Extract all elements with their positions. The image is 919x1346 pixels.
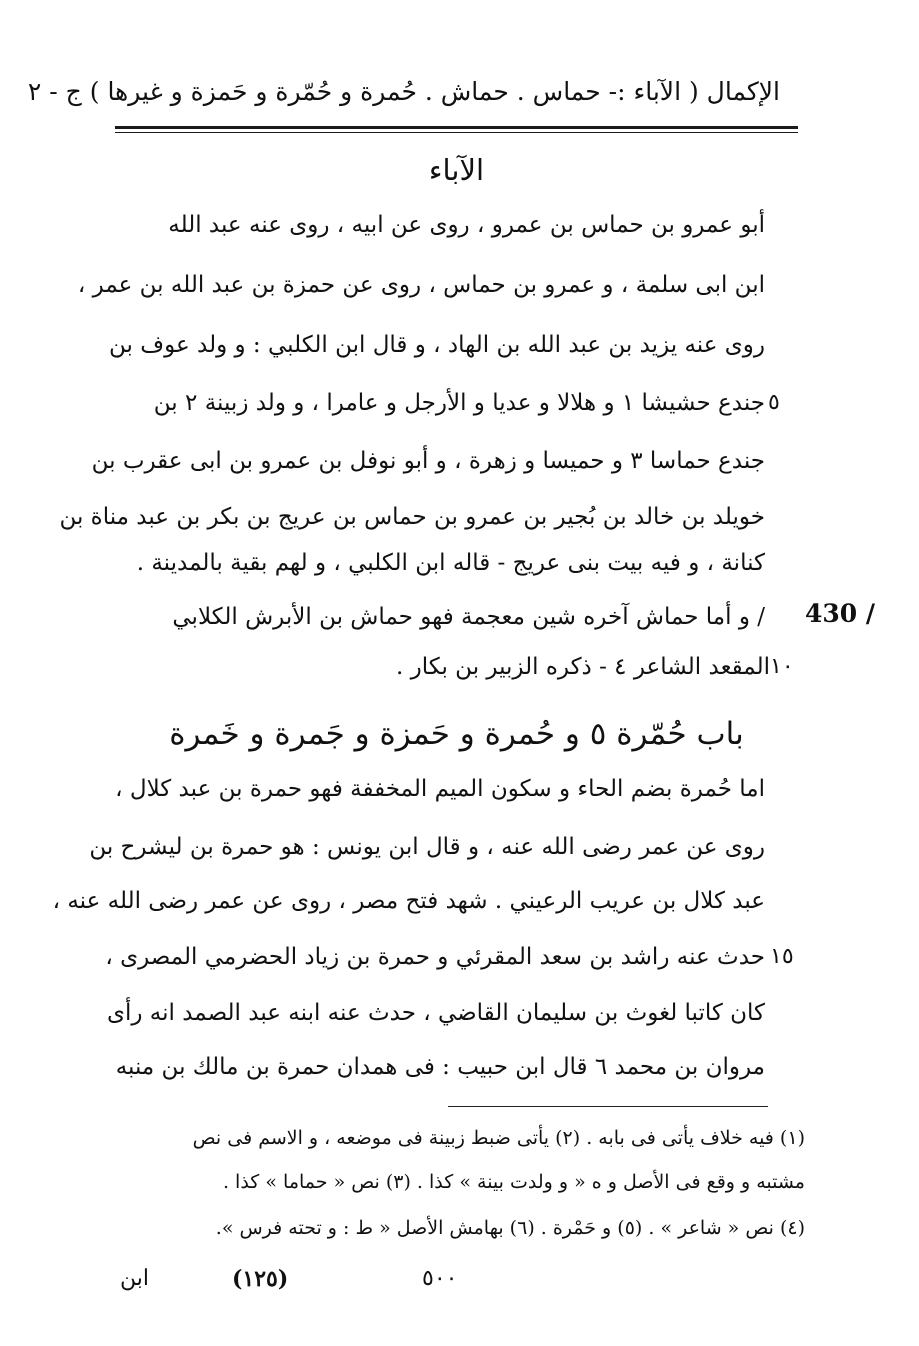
text-line: أبو عمرو بن حماس بن عمرو ، روى عن ابيه ، روى عنه عبد الله	[168, 212, 765, 238]
text-line: خويلد بن خالد بن بُجير بن عمرو بن حماس بن عريج بن بكر بن عبد مناة بن	[59, 504, 765, 530]
footnote-line: (٤) نص « شاعر » . (٥) و حَمْرة . (٦) بهامش الأصل « ط : و تحته فرس ».	[215, 1217, 805, 1239]
text-line: ابن ابى سلمة ، و عمرو بن حماس ، روى عن حمزة بن عبد الله بن عمر ،	[77, 272, 765, 298]
running-head: الإكمال ( الآباء :- حماس . حماش . حُمرة و حُمّرة و حَمزة و غيرها ) ج - ٢	[27, 77, 780, 106]
text-line: اما حُمرة بضم الحاء و سكون الميم المخففة فهو حمرة بن عبد كلال ،	[115, 776, 765, 802]
line-number: ١٥	[770, 944, 794, 969]
chapter-title: باب حُمّرة ٥ و حُمرة و حَمزة و جَمرة و خَمرة	[169, 716, 744, 752]
footnote-rule	[448, 1106, 768, 1107]
page-number: (١٢٥)	[232, 1266, 289, 1292]
margin-folio-marker: 430 /	[805, 599, 876, 628]
text-line: كنانة ، و فيه بيت بنى عريج - قاله ابن الكلبي ، و لهم بقية بالمدينة .	[136, 550, 765, 576]
line-number: ١٠	[770, 654, 794, 679]
text-line: عبد كلال بن عريب الرعيني . شهد فتح مصر ، روى عن عمر رضى الله عنه ،	[52, 888, 765, 914]
section-title: الآباء	[428, 153, 485, 187]
footnote-line: (١) فيه خلاف يأتى فى بابه . (٢) يأتى ضبط زبينة فى موضعه ، و الاسم فى نص	[192, 1127, 805, 1149]
text-line: روى عنه يزيد بن عبد الله بن الهاد ، و قال ابن الكلبي : و ولد عوف بن	[109, 332, 765, 358]
text-line: جندع حماسا ٣ و حميسا و زهرة ، و أبو نوفل بن عمرو بن ابى عقرب بن	[91, 448, 765, 474]
text-line: حدث عنه راشد بن سعد المقرئي و حمرة بن زياد الحضرمي المصرى ،	[105, 944, 765, 970]
footnote-line: مشتبه و وقع فى الأصل و ه « و ولدت بينة » كذا . (٣) نص « حماما » كذا .	[222, 1171, 805, 1193]
signature-mark: ٥٠٠	[422, 1266, 458, 1291]
text-line: / و أما حماش آخره شين معجمة فهو حماش بن الأبرش الكلابي	[172, 604, 765, 630]
header-rule-thick	[115, 126, 798, 129]
text-line: جندع حشيشا ١ و هلالا و عديا و الأرجل و عامرا ، و ولد زبينة ٢ بن	[153, 390, 765, 416]
catchword: ابن	[120, 1266, 149, 1291]
text-line: مروان بن محمد ٦ قال ابن حبيب : فى همدان حمرة بن مالك بن منبه	[115, 1054, 765, 1080]
header-rule-thin	[115, 132, 798, 133]
text-line: روى عن عمر رضى الله عنه ، و قال ابن يونس : هو حمرة بن ليشرح بن	[89, 834, 765, 860]
text-line: المقعد الشاعر ٤ - ذكره الزبير بن بكار .	[396, 654, 770, 680]
text-line: كان كاتبا لغوث بن سليمان القاضي ، حدث عنه ابنه عبد الصمد انه رأى	[106, 1000, 765, 1026]
line-number: ٥	[768, 390, 780, 415]
